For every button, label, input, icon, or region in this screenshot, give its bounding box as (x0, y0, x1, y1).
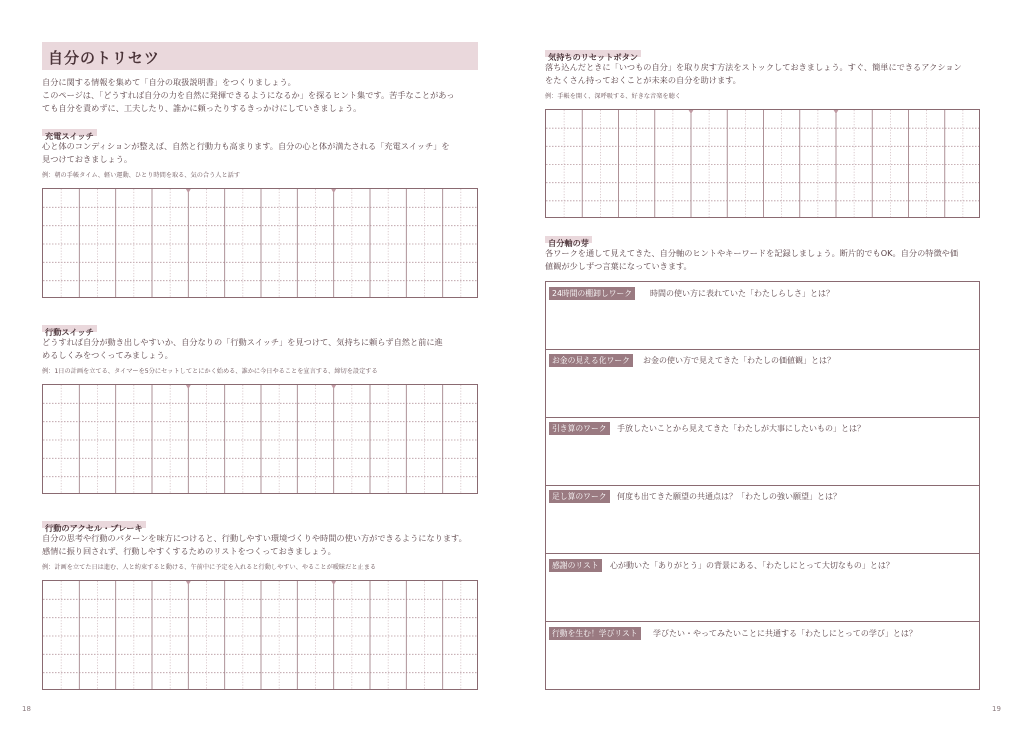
question-gratitude: 心が動いた「ありがとう」の背景にある、「わたしにとって大切なもの」とは？ (610, 561, 894, 570)
question-learning: 学びたい・やってみたいことに共通する「わたしにとっての学び」とは？ (653, 629, 917, 638)
section-action-body-2: めるしくみをつくってみましょう。 (42, 350, 173, 360)
question-24h: 時間の使い方に表れていた「わたしらしさ」とは？ (650, 289, 834, 298)
section-charge-example: 例：朝の手帳タイム、軽い運動、ひとり時間を取る、気の合う人と話す (42, 172, 241, 179)
section-heading-accel: 行動のアクセル・ブレーキ (42, 516, 146, 528)
section-action-example: 例：1日の計画を立てる、タイマーを5分にセットしてとにかく始める、誰かに今日やることを宣言する、締切を設定する (42, 368, 378, 375)
grid-charge[interactable] (42, 188, 478, 298)
section-reset-body-1: 落ち込んだときに「いつもの自分」を取り戻す方法をストックしておきましょう。すぐ、簡単にできるアクション (545, 62, 962, 72)
question-subtract: 手放したいことから見えてきた「わたしが大事にしたいもの」とは？ (617, 424, 865, 433)
question-add: 何度も出てきた願望の共通点は？「わたしの強い願望」とは？ (617, 492, 841, 501)
tag-add: 足し算のワーク (549, 490, 610, 503)
section-reset-body-2: をたくさん持っておくことが未来の自分を助けます。 (545, 75, 741, 85)
grid-action[interactable] (42, 384, 478, 494)
grid-marker (331, 580, 337, 585)
grid-marker (185, 384, 191, 389)
section-heading-charge: 充電スイッチ (42, 124, 97, 136)
tag-subtract: 引き算のワーク (549, 422, 610, 435)
tag-gratitude: 感謝のリスト (549, 559, 602, 572)
intro-line-3: ても自分を責めずに、工夫したり、誰かに頼ったりするきっかけにしていきましょう。 (42, 103, 362, 113)
grid-marker (185, 580, 191, 585)
grid-accel[interactable] (42, 580, 478, 690)
page-title: 自分のトリセツ (48, 49, 160, 67)
intro-line-2: このページは、「どうすれば自分の力を自然に発揮できるようになるか」を探るヒント集です。苦手なことがあっ (42, 90, 455, 100)
tag-money: お金の見える化ワーク (549, 354, 633, 367)
section-accel-body-2: 感情に振り回されず、行動しやすくするためのリストをつくっておきましょう。 (42, 546, 336, 556)
section-axis-body-1: 各ワークを通して見えてきた、自分軸のヒントやキーワードを記録しましょう。断片的でもOK。自分の特徴や価 (545, 248, 959, 258)
section-accel-body-1: 自分の思考や行動のパターンを味方につけると、行動しやすい環境づくりや時間の使い方ができるようになります。 (42, 533, 467, 543)
intro-line-1: 自分に関する情報を集めて「自分の取扱説明書」をつくりましょう。 (42, 77, 296, 87)
tag-24h: 24時間の棚卸しワーク (549, 287, 635, 300)
grid-marker (833, 109, 839, 114)
grid-marker (331, 384, 337, 389)
grid-reset[interactable] (545, 109, 980, 218)
section-heading-axis: 自分軸の芽 (545, 231, 592, 243)
section-accel-example: 例：計画を立てた日は進む、人と約束すると動ける、午前中に予定を入れると行動しやすい、やることが曖昧だと止まる (42, 564, 377, 571)
section-charge-body-2: 見つけておきましょう。 (42, 154, 133, 164)
tag-learning: 行動を生む！学びリスト (549, 627, 641, 640)
section-reset-example: 例：手帳を開く、深呼吸する、好きな音楽を聴く (545, 93, 681, 100)
page-number-right: 19 (992, 705, 1001, 713)
question-money: お金の使い方で見えてきた「わたしの価値観」とは？ (643, 356, 835, 365)
grid-marker (688, 109, 694, 114)
grid-marker (331, 188, 337, 193)
section-heading-action: 行動スイッチ (42, 320, 97, 332)
section-axis-body-2: 値観が少しずつ言葉になっていきます。 (545, 261, 692, 271)
section-action-body-1: どうすれば自分が動き出しやすいか、自分なりの「行動スイッチ」を見つけて、気持ちに頼らず自然と前に進 (42, 337, 443, 347)
section-heading-reset: 気持ちのリセットボタン (545, 45, 641, 57)
section-charge-body-1: 心と体のコンディションが整えば、自然と行動力も高まります。自分の心と体が満たされる「充電スイッチ」を (42, 141, 450, 151)
grid-marker (185, 188, 191, 193)
page-number-left: 18 (22, 705, 31, 713)
